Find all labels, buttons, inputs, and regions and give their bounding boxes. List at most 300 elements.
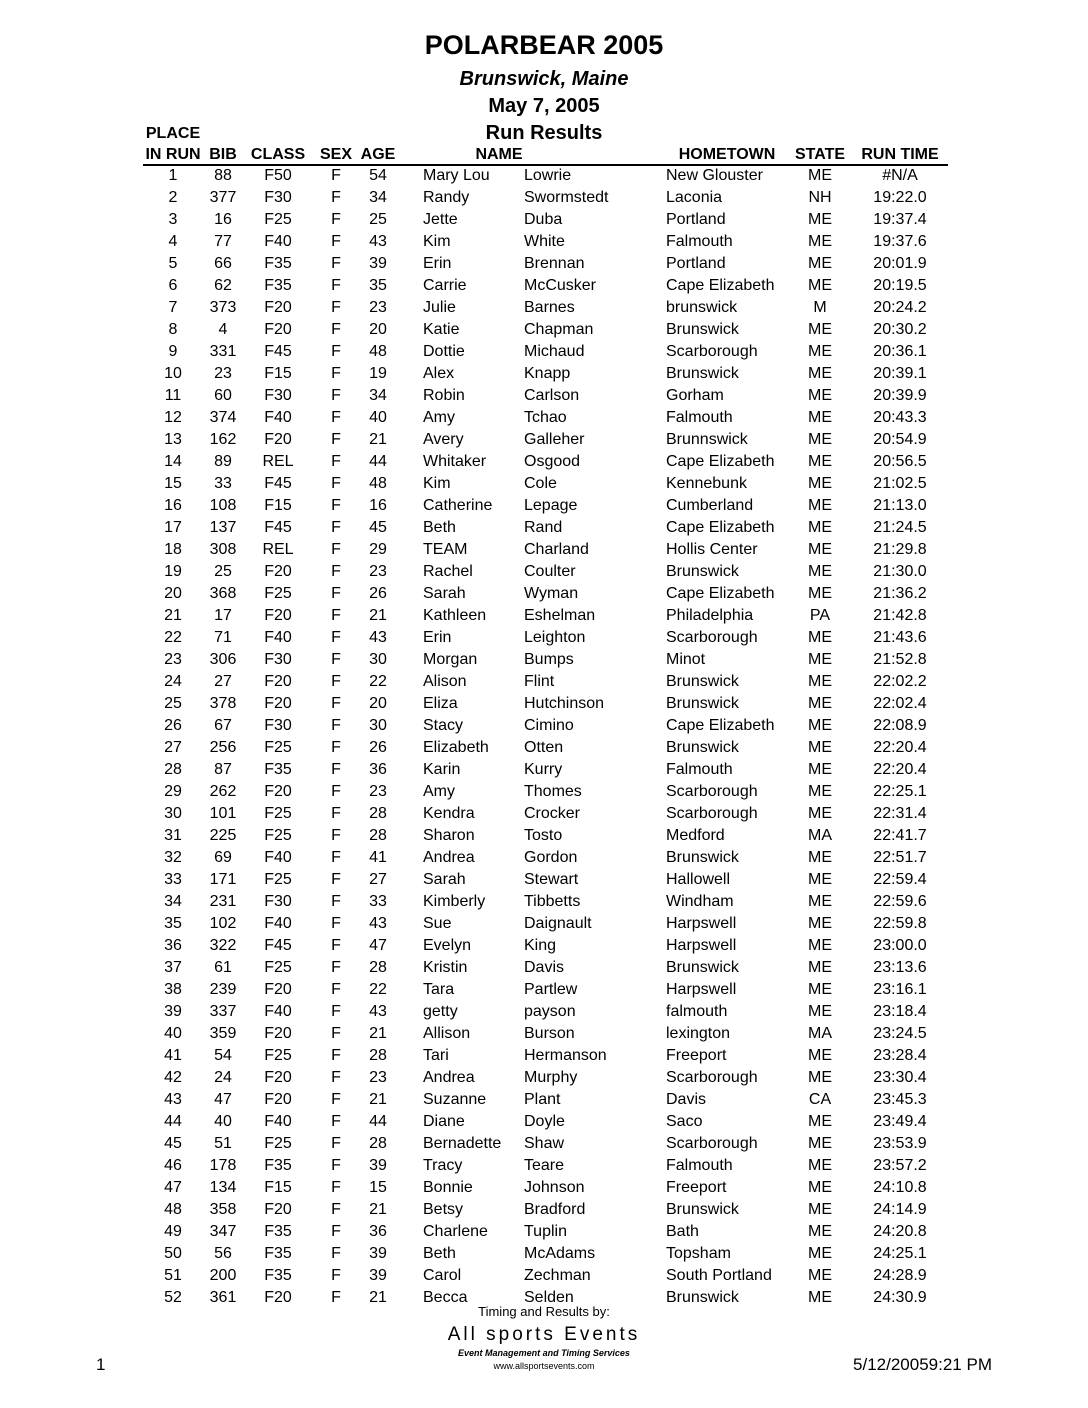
- table-row: [0, 1135, 1088, 1157]
- cell-hometown: New Glouster: [666, 167, 763, 184]
- cell-first-name: Betsy: [423, 1201, 464, 1218]
- cell-hometown: Gorham: [666, 387, 724, 404]
- cell-bib: 40: [214, 1113, 232, 1130]
- cell-sex: F: [331, 189, 341, 206]
- cell-first-name: Sue: [423, 915, 452, 932]
- cell-first-name: Robin: [423, 387, 465, 404]
- cell-first-name: Erin: [423, 255, 452, 272]
- cell-hometown: Laconia: [666, 189, 723, 206]
- cell-hometown: Scarborough: [666, 783, 758, 800]
- cell-hometown: Saco: [666, 1113, 703, 1130]
- cell-sex: F: [331, 915, 341, 932]
- cell-runtime: 20:36.1: [873, 343, 927, 360]
- cell-last-name: Stewart: [524, 871, 579, 888]
- cell-state: ME: [808, 167, 832, 184]
- cell-sex: F: [331, 1289, 341, 1306]
- cell-place: 17: [164, 519, 182, 536]
- cell-age: 15: [369, 1179, 387, 1196]
- cell-first-name: Randy: [423, 189, 470, 206]
- cell-sex: F: [331, 1047, 341, 1064]
- cell-bib: 54: [214, 1047, 232, 1064]
- header-runtime: RUN TIME: [861, 146, 939, 163]
- cell-state: ME: [808, 651, 832, 668]
- cell-last-name: Swormstedt: [524, 189, 609, 206]
- cell-state: ME: [808, 893, 832, 910]
- cell-first-name: Tara: [423, 981, 455, 998]
- cell-class: F40: [264, 1003, 292, 1020]
- cell-sex: F: [331, 343, 341, 360]
- cell-age: 39: [369, 255, 387, 272]
- header-divider: [143, 164, 948, 166]
- cell-first-name: Carrie: [423, 277, 467, 294]
- cell-place: 30: [164, 805, 182, 822]
- cell-state: ME: [808, 321, 832, 338]
- cell-sex: F: [331, 1069, 341, 1086]
- cell-bib: 16: [214, 211, 232, 228]
- cell-bib: 23: [214, 365, 232, 382]
- cell-state: ME: [808, 431, 832, 448]
- cell-class: F25: [264, 827, 292, 844]
- cell-bib: 322: [209, 937, 237, 954]
- cell-class: F35: [264, 1223, 292, 1240]
- table-row: [0, 1201, 1088, 1223]
- table-row: [0, 739, 1088, 761]
- cell-place: 8: [168, 321, 178, 338]
- cell-bib: 67: [214, 717, 232, 734]
- cell-state: ME: [808, 387, 832, 404]
- cell-last-name: White: [524, 233, 565, 250]
- cell-sex: F: [331, 255, 341, 272]
- cell-last-name: Charland: [524, 541, 589, 558]
- cell-first-name: Alex: [423, 365, 455, 382]
- cell-class: F20: [264, 1091, 292, 1108]
- cell-runtime: 22:31.4: [873, 805, 927, 822]
- cell-class: REL: [262, 541, 294, 558]
- cell-state: MA: [808, 1025, 832, 1042]
- cell-last-name: Hermanson: [524, 1047, 607, 1064]
- cell-place: 35: [164, 915, 182, 932]
- cell-age: 43: [369, 1003, 387, 1020]
- cell-runtime: 22:20.4: [873, 739, 927, 756]
- cell-class: F15: [264, 497, 292, 514]
- cell-state: ME: [808, 1267, 832, 1284]
- cell-sex: F: [331, 1245, 341, 1262]
- table-row: [0, 629, 1088, 651]
- cell-first-name: Bonnie: [423, 1179, 473, 1196]
- header-hometown: HOMETOWN: [678, 146, 776, 163]
- header-name: NAME: [475, 146, 523, 163]
- cell-class: F50: [264, 167, 292, 184]
- cell-place: 13: [164, 431, 182, 448]
- cell-hometown: Falmouth: [666, 761, 733, 778]
- cell-hometown: Portland: [666, 211, 726, 228]
- cell-bib: 331: [209, 343, 237, 360]
- cell-runtime: 21:52.8: [873, 651, 927, 668]
- cell-class: F45: [264, 519, 292, 536]
- cell-last-name: Zechman: [524, 1267, 591, 1284]
- cell-sex: F: [331, 717, 341, 734]
- cell-place: 11: [164, 387, 182, 404]
- cell-sex: F: [331, 849, 341, 866]
- cell-sex: F: [331, 805, 341, 822]
- cell-runtime: 22:02.2: [873, 673, 927, 690]
- cell-hometown: Brunswick: [666, 1289, 739, 1306]
- cell-hometown: Freeport: [666, 1179, 727, 1196]
- cell-bib: 178: [209, 1157, 237, 1174]
- cell-first-name: Carol: [423, 1267, 462, 1284]
- header-state: STATE: [794, 146, 846, 163]
- table-row: [0, 783, 1088, 805]
- cell-state: ME: [808, 1003, 832, 1020]
- cell-runtime: 22:25.1: [873, 783, 927, 800]
- cell-runtime: 22:59.4: [873, 871, 927, 888]
- cell-class: F30: [264, 893, 292, 910]
- cell-bib: 88: [214, 167, 232, 184]
- cell-age: 43: [369, 629, 387, 646]
- cell-state: ME: [808, 1223, 832, 1240]
- cell-state: ME: [808, 365, 832, 382]
- cell-last-name: Cole: [524, 475, 557, 492]
- cell-bib: 56: [214, 1245, 232, 1262]
- cell-hometown: Kennebunk: [666, 475, 747, 492]
- cell-sex: F: [331, 1223, 341, 1240]
- cell-sex: F: [331, 739, 341, 756]
- cell-runtime: 23:24.5: [873, 1025, 927, 1042]
- cell-place: 50: [164, 1245, 182, 1262]
- cell-hometown: Cape Elizabeth: [666, 519, 775, 536]
- cell-sex: F: [331, 1267, 341, 1284]
- cell-last-name: Tchao: [524, 409, 567, 426]
- table-row: [0, 189, 1088, 211]
- cell-state: ME: [808, 409, 832, 426]
- cell-sex: F: [331, 541, 341, 558]
- cell-last-name: Rand: [524, 519, 563, 536]
- cell-first-name: Julie: [423, 299, 456, 316]
- cell-class: F20: [264, 431, 292, 448]
- cell-last-name: Flint: [524, 673, 555, 690]
- cell-runtime: 22:02.4: [873, 695, 927, 712]
- cell-sex: F: [331, 431, 341, 448]
- cell-age: 26: [369, 739, 387, 756]
- cell-place: 12: [164, 409, 182, 426]
- cell-hometown: Cape Elizabeth: [666, 717, 775, 734]
- cell-last-name: Shaw: [524, 1135, 565, 1152]
- cell-first-name: Kristin: [423, 959, 468, 976]
- cell-sex: F: [331, 497, 341, 514]
- cell-age: 29: [369, 541, 387, 558]
- cell-sex: F: [331, 673, 341, 690]
- cell-class: F45: [264, 937, 292, 954]
- cell-class: F20: [264, 673, 292, 690]
- cell-first-name: Avery: [423, 431, 464, 448]
- cell-first-name: Beth: [423, 1245, 456, 1262]
- cell-place: 4: [168, 233, 178, 250]
- cell-bib: 162: [209, 431, 237, 448]
- cell-state: ME: [808, 1135, 832, 1152]
- cell-place: 29: [164, 783, 182, 800]
- cell-first-name: Morgan: [423, 651, 478, 668]
- cell-bib: 71: [214, 629, 232, 646]
- cell-class: F25: [264, 1047, 292, 1064]
- cell-bib: 27: [214, 673, 232, 690]
- cell-state: ME: [808, 739, 832, 756]
- cell-runtime: 20:01.9: [873, 255, 927, 272]
- cell-first-name: getty: [423, 1003, 458, 1020]
- cell-place: 10: [164, 365, 182, 382]
- company-logo: All sports Events: [447, 1324, 641, 1345]
- cell-last-name: Partlew: [524, 981, 578, 998]
- cell-class: F20: [264, 783, 292, 800]
- cell-first-name: Jette: [423, 211, 458, 228]
- cell-bib: 25: [214, 563, 232, 580]
- cell-place: 27: [164, 739, 182, 756]
- cell-last-name: Lepage: [524, 497, 578, 514]
- table-row: [0, 453, 1088, 475]
- cell-place: 51: [164, 1267, 182, 1284]
- table-row: [0, 1179, 1088, 1201]
- cell-place: 32: [164, 849, 182, 866]
- cell-hometown: Windham: [666, 893, 734, 910]
- cell-runtime: 20:39.1: [873, 365, 927, 382]
- header-place: IN RUN: [145, 146, 201, 163]
- cell-sex: F: [331, 629, 341, 646]
- cell-class: F45: [264, 343, 292, 360]
- cell-state: ME: [808, 915, 832, 932]
- cell-first-name: Sarah: [423, 585, 466, 602]
- cell-runtime: 22:41.7: [873, 827, 927, 844]
- table-row: [0, 1245, 1088, 1267]
- cell-sex: F: [331, 1179, 341, 1196]
- cell-age: 43: [369, 233, 387, 250]
- cell-sex: F: [331, 519, 341, 536]
- cell-place: 48: [164, 1201, 182, 1218]
- cell-age: 30: [369, 717, 387, 734]
- cell-bib: 66: [214, 255, 232, 272]
- cell-bib: 101: [209, 805, 237, 822]
- cell-first-name: TEAM: [423, 541, 468, 558]
- cell-first-name: Tari: [423, 1047, 449, 1064]
- table-row: [0, 585, 1088, 607]
- cell-age: 21: [369, 431, 387, 448]
- cell-runtime: 21:24.5: [873, 519, 927, 536]
- cell-class: F30: [264, 651, 292, 668]
- cell-sex: F: [331, 453, 341, 470]
- cell-age: 23: [369, 299, 387, 316]
- cell-age: 33: [369, 893, 387, 910]
- table-row: [0, 827, 1088, 849]
- cell-runtime: 23:13.6: [873, 959, 927, 976]
- cell-bib: 308: [209, 541, 237, 558]
- cell-last-name: Barnes: [524, 299, 575, 316]
- cell-sex: F: [331, 695, 341, 712]
- cell-age: 28: [369, 827, 387, 844]
- table-row: [0, 1069, 1088, 1091]
- cell-bib: 62: [214, 277, 232, 294]
- cell-age: 20: [369, 695, 387, 712]
- cell-first-name: Bernadette: [423, 1135, 502, 1152]
- cell-first-name: Stacy: [423, 717, 464, 734]
- cell-sex: F: [331, 277, 341, 294]
- cell-sex: F: [331, 1091, 341, 1108]
- table-row: [0, 717, 1088, 739]
- cell-runtime: 20:24.2: [873, 299, 927, 316]
- cell-class: F25: [264, 739, 292, 756]
- cell-state: ME: [808, 497, 832, 514]
- cell-class: F15: [264, 1179, 292, 1196]
- cell-runtime: 24:28.9: [873, 1267, 927, 1284]
- cell-sex: F: [331, 321, 341, 338]
- cell-runtime: 24:25.1: [873, 1245, 927, 1262]
- cell-last-name: Davis: [524, 959, 565, 976]
- cell-state: PA: [809, 607, 831, 624]
- cell-sex: F: [331, 387, 341, 404]
- cell-last-name: Coulter: [524, 563, 576, 580]
- cell-runtime: 19:37.6: [873, 233, 927, 250]
- cell-age: 26: [369, 585, 387, 602]
- cell-state: MA: [808, 827, 832, 844]
- cell-age: 41: [369, 849, 387, 866]
- cell-place: 46: [164, 1157, 182, 1174]
- cell-state: ME: [808, 1047, 832, 1064]
- cell-state: ME: [808, 585, 832, 602]
- table-row: [0, 1025, 1088, 1047]
- cell-runtime: 24:14.9: [873, 1201, 927, 1218]
- cell-first-name: Andrea: [423, 849, 475, 866]
- cell-place: 23: [164, 651, 182, 668]
- table-row: [0, 761, 1088, 783]
- cell-first-name: Dottie: [423, 343, 465, 360]
- cell-age: 28: [369, 1047, 387, 1064]
- cell-age: 16: [369, 497, 387, 514]
- cell-place: 14: [164, 453, 182, 470]
- cell-last-name: Tosto: [524, 827, 563, 844]
- cell-state: ME: [808, 1245, 832, 1262]
- cell-age: 39: [369, 1267, 387, 1284]
- cell-last-name: McCusker: [524, 277, 597, 294]
- cell-age: 34: [369, 189, 387, 206]
- cell-age: 20: [369, 321, 387, 338]
- cell-last-name: Teare: [524, 1157, 565, 1174]
- cell-hometown: Brunnswick: [666, 431, 748, 448]
- cell-runtime: 23:49.4: [873, 1113, 927, 1130]
- table-row: [0, 563, 1088, 585]
- cell-place: 37: [164, 959, 182, 976]
- cell-last-name: Crocker: [524, 805, 581, 822]
- cell-hometown: brunswick: [666, 299, 738, 316]
- cell-last-name: Gordon: [524, 849, 578, 866]
- table-row: [0, 915, 1088, 937]
- cell-age: 27: [369, 871, 387, 888]
- cell-last-name: Johnson: [524, 1179, 585, 1196]
- cell-sex: F: [331, 1135, 341, 1152]
- cell-place: 3: [168, 211, 178, 228]
- cell-age: 35: [369, 277, 387, 294]
- table-row: [0, 695, 1088, 717]
- cell-last-name: Michaud: [524, 343, 585, 360]
- page-number: 1: [96, 1355, 106, 1374]
- cell-place: 24: [164, 673, 182, 690]
- cell-runtime: 20:30.2: [873, 321, 927, 338]
- cell-hometown: Bath: [666, 1223, 699, 1240]
- cell-state: ME: [808, 453, 832, 470]
- cell-class: F20: [264, 607, 292, 624]
- cell-runtime: 23:18.4: [873, 1003, 927, 1020]
- cell-place: 15: [164, 475, 182, 492]
- table-row: [0, 255, 1088, 277]
- cell-last-name: Burson: [524, 1025, 575, 1042]
- cell-class: F40: [264, 233, 292, 250]
- cell-hometown: Brunswick: [666, 563, 739, 580]
- cell-last-name: Galleher: [524, 431, 585, 448]
- cell-first-name: Kathleen: [423, 607, 487, 624]
- cell-first-name: Suzanne: [423, 1091, 487, 1108]
- cell-runtime: 19:37.4: [873, 211, 927, 228]
- table-row: [0, 981, 1088, 1003]
- cell-sex: F: [331, 1003, 341, 1020]
- print-timestamp: 5/12/20059:21 PM: [853, 1355, 992, 1374]
- cell-hometown: Brunswick: [666, 695, 739, 712]
- cell-last-name: Daignault: [524, 915, 592, 932]
- cell-state: ME: [808, 805, 832, 822]
- cell-runtime: 19:22.0: [873, 189, 927, 206]
- cell-last-name: Selden: [524, 1289, 574, 1306]
- cell-class: F25: [264, 585, 292, 602]
- cell-bib: 347: [209, 1223, 237, 1240]
- cell-class: F35: [264, 1267, 292, 1284]
- cell-hometown: Topsham: [666, 1245, 731, 1262]
- cell-runtime: 22:59.8: [873, 915, 927, 932]
- cell-runtime: 20:56.5: [873, 453, 927, 470]
- cell-place: 18: [164, 541, 182, 558]
- cell-state: ME: [808, 695, 832, 712]
- cell-runtime: #N/A: [882, 167, 918, 184]
- cell-last-name: Lowrie: [524, 167, 572, 184]
- cell-age: 19: [369, 365, 387, 382]
- cell-place: 28: [164, 761, 182, 778]
- cell-state: ME: [808, 981, 832, 998]
- cell-state: ME: [808, 277, 832, 294]
- cell-runtime: 21:36.2: [873, 585, 927, 602]
- cell-hometown: Brunswick: [666, 673, 739, 690]
- cell-age: 34: [369, 387, 387, 404]
- cell-bib: 171: [209, 871, 237, 888]
- cell-place: 2: [168, 189, 178, 206]
- table-row: [0, 277, 1088, 299]
- cell-age: 25: [369, 211, 387, 228]
- cell-runtime: 24:20.8: [873, 1223, 927, 1240]
- cell-age: 21: [369, 1025, 387, 1042]
- table-row: [0, 167, 1088, 189]
- cell-place: 45: [164, 1135, 182, 1152]
- cell-runtime: 23:53.9: [873, 1135, 927, 1152]
- cell-sex: F: [331, 937, 341, 954]
- cell-hometown: Cumberland: [666, 497, 754, 514]
- cell-age: 44: [369, 453, 387, 470]
- cell-runtime: 20:39.9: [873, 387, 927, 404]
- cell-hometown: Brunswick: [666, 739, 739, 756]
- results-subtitle: Run Results: [485, 122, 603, 144]
- cell-bib: 17: [214, 607, 232, 624]
- cell-bib: 33: [214, 475, 232, 492]
- timing-credit: Timing and Results by:: [478, 1304, 610, 1319]
- cell-bib: 239: [209, 981, 237, 998]
- cell-hometown: Harpswell: [666, 981, 737, 998]
- cell-class: REL: [262, 453, 294, 470]
- cell-first-name: Diane: [423, 1113, 465, 1130]
- cell-hometown: Hallowell: [666, 871, 731, 888]
- cell-first-name: Erin: [423, 629, 452, 646]
- cell-place: 47: [164, 1179, 182, 1196]
